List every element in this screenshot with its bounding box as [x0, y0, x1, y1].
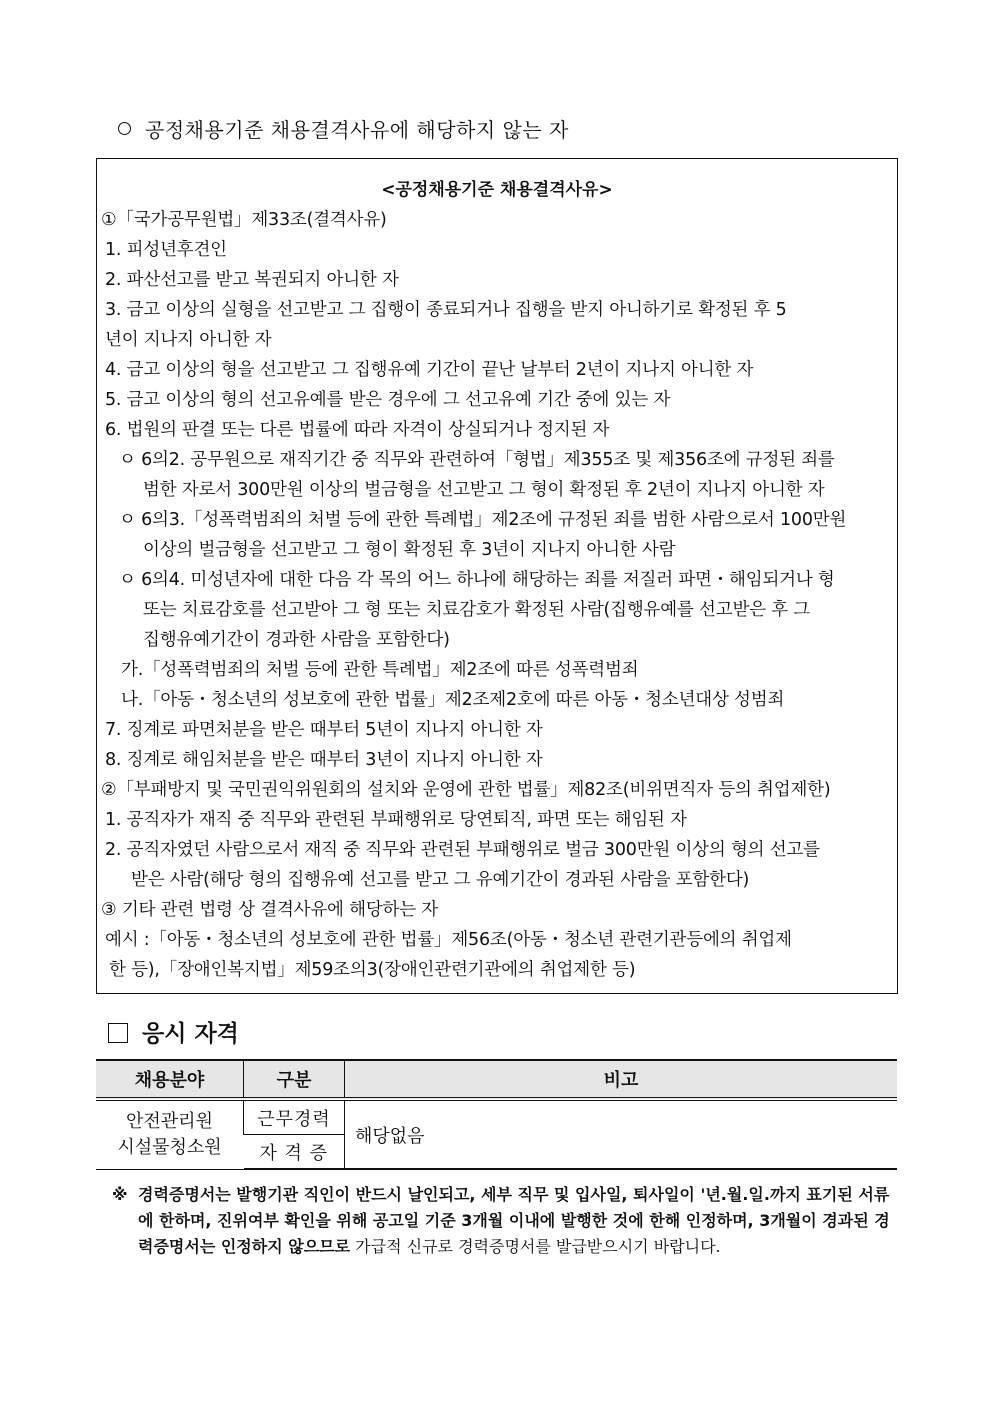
clause-1-item-8: 8. 징계로 해임처분을 받은 때부터 3년이 지나지 아니한 자	[105, 750, 543, 770]
field-cell	[96, 1099, 244, 1169]
clause-2-heading: ②「부패방지 및 국민권익위원회의 설치와 운영에 관한 법률」제82조(비위면직자 등의 취업제한)	[101, 780, 831, 800]
box-title: <공정채용기준 채용결격사유>	[381, 180, 613, 200]
type-cell-license: 자 격 증	[244, 1135, 345, 1170]
type-cell-career: 근무경력	[244, 1099, 345, 1135]
field-line-1: 안전관리원	[126, 1110, 213, 1132]
clause-1-heading: ①「국가공무원법」제33조(결격사유)	[101, 210, 387, 230]
clause-1-item-4: 4. 금고 이상의 형을 선고받고 그 집행유예 기간이 끝난 날부터 2년이 지나지 아니한 자	[105, 360, 754, 380]
clause-1-item-6-4-cont2: 집행유예기간이 경과한 사람을 포함한다)	[143, 630, 450, 650]
clause-1-item-7: 7. 징계로 파면처분을 받은 때부터 5년이 지나지 아니한 자	[105, 720, 543, 740]
clause-1-item-6-4-na: 나.「아동・청소년의 성보호에 관한 법률」제2조제2호에 따른 아동・청소년대상 성범죄	[121, 690, 785, 710]
clause-1-item-5: 5. 금고 이상의 형의 선고유예를 받은 경우에 그 선고유예 기간 중에 있는 자	[105, 390, 671, 410]
eligibility-heading-text: 공정채용기준 채용결격사유에 해당하지 않는 자	[145, 118, 569, 142]
field-line-2: 시설물청소원	[117, 1136, 222, 1158]
eligibility-heading	[118, 114, 569, 143]
reference-mark: ※	[112, 1185, 128, 1204]
qualification-table	[96, 1059, 897, 1170]
header-field: 채용분야	[96, 1060, 244, 1099]
clause-1-item-6: 6. 법원의 판결 또는 다른 법률에 따라 자격이 상실되거나 정지된 자	[105, 420, 610, 440]
clause-1-item-6-2-cont: 범한 자로서 300만원 이상의 벌금형을 선고받고 그 형이 확정된 후 2년이 지나지 아니한 자	[143, 480, 825, 500]
disqualification-box	[96, 158, 898, 994]
note-cell: 해당없음	[345, 1099, 898, 1169]
clause-2-item-2-cont: 받은 사람(해당 형의 집행유예 선고를 받고 그 유예기간이 경과된 사람을 포함한다)	[131, 870, 750, 890]
clause-3-heading: ③ 기타 관련 법령 상 결격사유에 해당하는 자	[101, 900, 439, 920]
clause-1-item-1: 1. 피성년후견인	[105, 240, 227, 260]
clause-1-item-6-2: ㅇ 6의2. 공무원으로 재직기간 중 직무와 관련하여「형법」제355조 및 제356조에 규정된 죄를	[119, 450, 835, 470]
clause-1-item-6-3: ㅇ 6의3.「성폭력범죄의 처벌 등에 관한 특례법」제2조에 규정된 죄를 범한 사람으로서 100만원	[119, 510, 847, 530]
clause-1-item-6-4-cont1: 또는 치료감호를 선고받아 그 형 또는 치료감호가 확정된 사람(집행유예를 선고받은 후 그	[143, 600, 810, 620]
square-bullet-icon	[108, 1023, 128, 1043]
clause-1-item-3: 3. 금고 이상의 실형을 선고받고 그 집행이 종료되거나 집행을 받지 아니하기로 확정된 후 5	[105, 300, 787, 320]
section-heading-text: 응시 자격	[142, 1020, 239, 1047]
clause-1-item-6-4-ga: 가.「성폭력범죄의 처벌 등에 관한 특례법」제2조에 따른 성폭력범죄	[121, 660, 639, 680]
section-heading	[108, 1015, 239, 1048]
clause-1-item-6-3-cont: 이상의 벌금형을 선고받고 그 형이 확정된 후 3년이 지나지 아니한 사람	[143, 540, 676, 560]
clause-2-item-2: 2. 공직자였던 사람으로서 재직 중 직무와 관련된 부패행위로 벌금 300만원 이상의 형의 선고를	[105, 840, 820, 860]
footnote-bold-text: 경력증명서는 발행기관 직인이 반드시 날인되고, 세부 직무 및 입사일, 퇴사일이 '년.월.일.까지 표기된 서류에 한하며, 진위여부 확인을 위해 공고일 기준 3개월 이내에 발행한 것에 한해 인정하며, 3개월이 경과된 경력증명서는 인정하지 않으므로	[138, 1185, 890, 1256]
footnote-normal-text: 가급적 신규로 경력증명서를 발급받으시기 바랍니다.	[350, 1237, 721, 1256]
header-type: 구분	[244, 1060, 345, 1099]
footnote	[112, 1182, 898, 1260]
table-row	[96, 1099, 897, 1135]
table-header-row	[96, 1060, 897, 1099]
clause-1-item-6-4: ㅇ 6의4. 미성년자에 대한 다음 각 목의 어느 하나에 해당하는 죄를 저질러 파면・해임되거나 형	[119, 570, 835, 590]
clause-1-item-2: 2. 파산선고를 받고 복권되지 아니한 자	[105, 270, 399, 290]
header-note: 비고	[345, 1060, 898, 1099]
circle-bullet-icon	[118, 122, 131, 135]
clause-3-example-cont: 한 등),「장애인복지법」제59조의3(장애인관련기관에의 취업제한 등)	[109, 960, 636, 980]
clause-2-item-1: 1. 공직자가 재직 중 직무와 관련된 부패행위로 당연퇴직, 파면 또는 해임된 자	[105, 810, 687, 830]
clause-1-item-3-cont: 년이 지나지 아니한 자	[105, 330, 272, 350]
clause-3-example: 예시 :「아동・청소년의 성보호에 관한 법률」제56조(아동・청소년 관련기관등에의 취업제	[105, 930, 792, 950]
